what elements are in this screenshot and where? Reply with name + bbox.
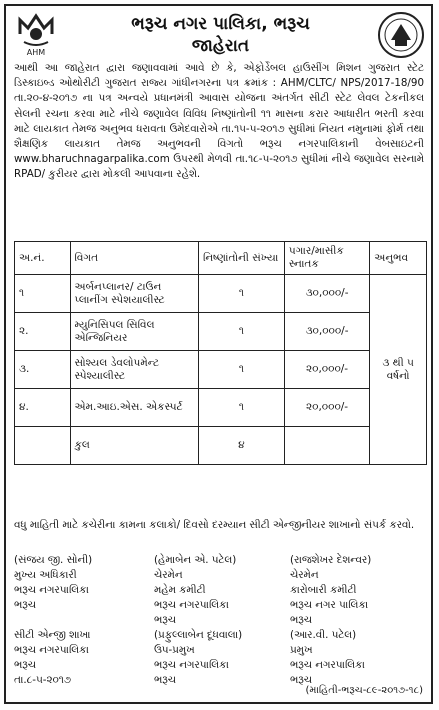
table-row <box>15 313 427 351</box>
signatory-line: ભરૂચ નગરપાલિકા <box>290 659 365 671</box>
signatory-line: ભરૂચ <box>14 599 36 611</box>
col-header-detail: વિગત <box>70 242 198 275</box>
row-salary: ૩૦,૦૦૦/- <box>284 275 369 313</box>
row-count: ૧ <box>198 313 284 351</box>
signatory-line: મહેમ કમીટી <box>154 584 206 596</box>
recruitment-table <box>14 241 427 465</box>
signatory-name: (રાજશેખર દેશન્વર) <box>290 554 372 566</box>
signatory-line: ભરૂચ <box>290 674 312 686</box>
total-label: કુલ <box>70 427 198 465</box>
table-row <box>15 275 427 313</box>
col-header-count: નિષ્ણાંતોની સંખ્યા <box>198 242 284 275</box>
signatory-line: મુખ્ય અધિકારી <box>14 569 77 581</box>
row-salary: ૨૦,૦૦૦/- <box>284 351 369 389</box>
signatory-line: ભરૂચ <box>154 674 176 686</box>
row-no: ૩. <box>15 351 71 389</box>
table-row <box>15 351 427 389</box>
signatory-name: (સંજય જી. સોની) <box>14 554 93 566</box>
signatory-name: સીટી એન્જી શાખા <box>14 629 91 641</box>
signatory-block <box>14 553 92 613</box>
row-detail: અર્બનપ્લાનર/ ટાઉન પ્લાનીંગ સ્પેશયાલીસ્ટ <box>70 275 198 313</box>
signatory-line: ભરૂચ <box>290 614 312 626</box>
signatory-name: (આર.વી. પટેલ) <box>290 629 357 641</box>
signatory-line: ભરૂચ નગરપાલિકા <box>14 644 89 656</box>
signatory-line: ઉપ-પ્રમુખ <box>154 644 195 656</box>
row-salary: ૩૦,૦૦૦/- <box>284 313 369 351</box>
signatory-line: તા.૮-૫-૨૦૧૭ <box>14 674 71 686</box>
signatory-line: ભરૂચ નગરપાલિકા <box>14 584 89 596</box>
row-no: ૧ <box>15 275 71 313</box>
total-count: ૪ <box>198 427 284 465</box>
ahm-logo-text: AHM <box>26 48 46 57</box>
row-no: ૪. <box>15 389 71 427</box>
signatory-line: ભરૂચ <box>14 659 36 671</box>
page-subtitle: જાહેરાત <box>191 36 250 56</box>
row-detail: સોશ્યલ ડેવલોપમેન્ટ સ્પેશ્યાલીસ્ટ <box>70 351 198 389</box>
table-total-row <box>15 427 427 465</box>
table-row <box>15 389 427 427</box>
signatory-line: ચેરમેન <box>290 569 319 581</box>
col-header-experience: અનુભવ <box>370 242 427 275</box>
reference-number: (માહિતી-ભરૂચ-૮૯-૨૦૧૭-૧૮) <box>305 685 423 696</box>
signatory-block <box>290 628 365 688</box>
signatory-line: કારોબારી કમીટી <box>290 584 357 596</box>
table-header-row <box>15 242 427 275</box>
row-no: ૨. <box>15 313 71 351</box>
contact-note: વધુ માહિતી માટે કચેરીના કામના કલાકો/ દિવસો દરમ્યાન સીટી એન્જીનીયર શાખાનો સંપર્ક કરવો. <box>14 519 415 531</box>
signatory-block <box>290 553 371 628</box>
col-header-salary: પગાર/માસીક સ્નાતક <box>284 242 369 275</box>
advertisement-frame <box>4 4 433 704</box>
signatory-block <box>154 553 236 628</box>
row-detail: એમ.આઇ.એસ. એકસ્પર્ટ <box>70 389 198 427</box>
experience-cell: ૩ થી ૫ વર્ષનો <box>370 275 427 465</box>
signatory-name: (પ્રફુલ્લાબેન દૂધવાલા) <box>154 629 243 641</box>
intro-paragraph: આથી આ જાહેરાત દ્વારા જણાવવામાં આવે છે કે, એફોર્ડેબલ હાઉસીંગ મિશન ગુજરાત સ્ટેટ ડિસ્કાઇબ્ડ ઓથોરીટી ગુજરાત રાજ્ય ગાંધીનગરના પત્ર ક્રમાંક : AHM/CLTC/ NPS/2017-18/90 તા.૨૦-૪-૨૦૧૭ ના પત્ર અન્વયે પ્રધાનમંત્રી આવાસ યોજના અંતર્ગત સીટી સ્ટેટ લેવલ ટેકનીકલ સેલની રચના કરવા માટે નીચે જણાવેલ વિવિધ નિષ્ણાંતોની ૧૧ માસના કરાર આધારીત ભરતી કરવા માટે લાયકાત તેમજ અનુભવ ધરાવતા ઉમેદવારોએ તા.૧૫-૫-૨૦૧૭ સુધીમાં નિયત નમુનામાં ફોર્મ તથા શૈક્ષણિક લાયકાત તેમજ અનુભવની વિગતો ભરૂચ નગરપાલિકાની વેબસાઇટની www.bharuchnagarpalika.com ઉપરથી મેળવી તા.૧૮-૫-૨૦૧૭ સુધીમાં નીચે જણાવેલ સરનામે RPAD/ કુરીયર દ્વારા મોકલી આપવાના રહેશે. <box>14 62 424 181</box>
row-count: ૧ <box>198 389 284 427</box>
signatory-block <box>154 628 242 688</box>
row-detail: મ્યુનિસિપલ સિવિલ એન્જિનિયર <box>70 313 198 351</box>
signatory-name: (હેમાબેન એ. પટેલ) <box>154 554 237 566</box>
row-salary: ૨૦,૦૦૦/- <box>284 389 369 427</box>
signatory-line: પ્રમુખ <box>290 644 313 656</box>
signatory-line: ભરૂચ નગરપાલિકા <box>154 599 229 611</box>
row-count: ૧ <box>198 351 284 389</box>
signatory-block <box>14 628 90 688</box>
row-count: ૧ <box>198 275 284 313</box>
signatory-line: ભરૂચ <box>154 614 176 626</box>
col-header-no: અ.નં. <box>15 242 71 275</box>
page-title: ભરૂચ નગર પાલિકા, ભરૂચ <box>131 14 310 34</box>
signatory-line: ભરૂચ નગરપાલિકા <box>154 659 229 671</box>
signatory-line: ચેરમેન <box>154 569 183 581</box>
signatory-line: ભરૂચ નગર પાલિકા <box>290 599 369 611</box>
